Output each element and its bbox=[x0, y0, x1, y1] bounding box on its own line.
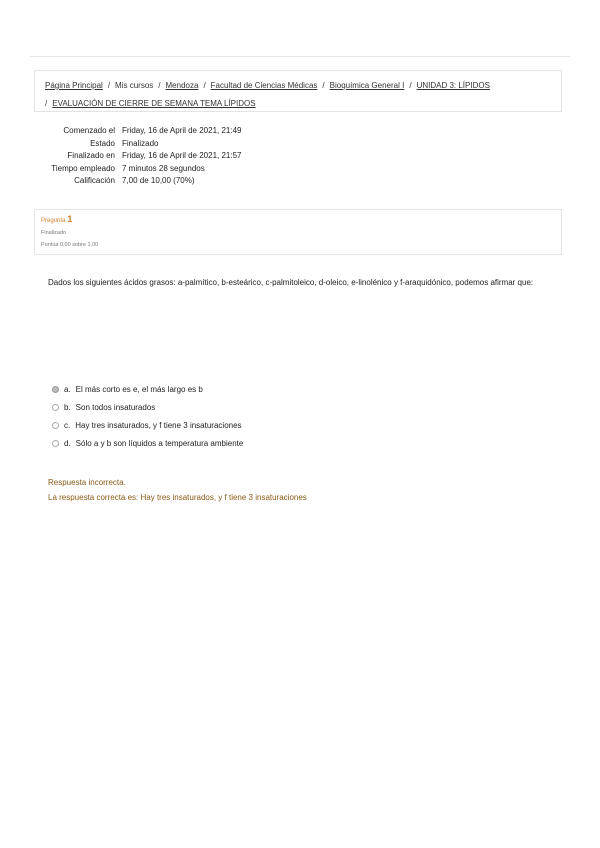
breadcrumb-mendoza-link[interactable]: Mendoza bbox=[165, 81, 199, 90]
question-grade: Puntúa 0,00 sobre 1,00 bbox=[41, 242, 99, 248]
attempt-summary bbox=[40, 125, 242, 188]
top-divider bbox=[30, 56, 570, 57]
answer-letter: c. bbox=[64, 420, 71, 430]
question-info-box bbox=[34, 209, 562, 255]
question-text: Dados los siguientes ácidos grasos: a-palmítico, b-esteárico, c-palmitoleico, d-oleico, e-linolénico y f-araquidónico, podemos afirmar que: bbox=[48, 278, 534, 287]
summary-row-grade bbox=[40, 175, 242, 188]
answer-text: Son todos insaturados bbox=[75, 402, 156, 412]
question-number-value: 1 bbox=[67, 214, 73, 224]
summary-label: Tiempo empleado bbox=[51, 163, 115, 173]
answer-option-a[interactable] bbox=[52, 380, 243, 398]
summary-label: Comenzado el bbox=[63, 126, 115, 135]
summary-label: Estado bbox=[90, 138, 115, 148]
summary-value: 7 minutos 28 segundos bbox=[122, 163, 205, 173]
answer-options bbox=[52, 380, 243, 452]
breadcrumb-faculty-link[interactable]: Facultad de Ciencias Médicas bbox=[210, 81, 318, 90]
summary-row-finished bbox=[40, 150, 242, 163]
correct-answer-text: La respuesta correcta es: Hay tres insaturados, y f tiene 3 insaturaciones bbox=[48, 493, 307, 502]
feedback-incorrect: Respuesta incorrecta. bbox=[48, 478, 126, 487]
breadcrumb-unit-link[interactable]: UNIDAD 3: LÍPIDOS bbox=[416, 81, 490, 90]
breadcrumb-my-courses: Mis cursos bbox=[115, 81, 154, 90]
radio-icon[interactable] bbox=[52, 440, 59, 447]
summary-label: Finalizado en bbox=[67, 151, 115, 160]
answer-letter: a. bbox=[64, 384, 71, 394]
radio-icon[interactable] bbox=[52, 422, 59, 429]
question-state: Finalizado bbox=[41, 230, 67, 236]
radio-checked-icon[interactable] bbox=[52, 386, 59, 393]
summary-label: Calificación bbox=[74, 176, 115, 185]
answer-letter: b. bbox=[64, 402, 71, 412]
answer-option-b[interactable] bbox=[52, 398, 243, 416]
question-number bbox=[41, 214, 72, 224]
summary-value: 7,00 de 10,00 (70%) bbox=[122, 176, 195, 185]
summary-value: Friday, 16 de April de 2021, 21:57 bbox=[122, 151, 242, 160]
answer-option-d[interactable] bbox=[52, 434, 243, 452]
breadcrumb: Página Principal / Mis cursos / Mendoza / Facultad de Ciencias Médicas / Bioquímica General I / UNIDAD 3: LÍPIDOS / EVALUACIÓN DE CIERRE DE SEMANA TEMA LÍPIDOS bbox=[34, 70, 562, 112]
answer-text: Hay tres insaturados, y f tiene 3 insaturaciones bbox=[75, 420, 242, 430]
summary-row-time bbox=[40, 163, 242, 176]
answer-letter: d. bbox=[64, 438, 71, 448]
summary-row-started bbox=[40, 125, 242, 138]
breadcrumb-quiz-link[interactable]: EVALUACIÓN DE CIERRE DE SEMANA TEMA LÍPIDOS bbox=[52, 99, 256, 108]
radio-icon[interactable] bbox=[52, 404, 59, 411]
summary-value: Friday, 16 de April de 2021, 21:49 bbox=[122, 126, 242, 135]
breadcrumb-course-link[interactable]: Bioquímica General I bbox=[329, 81, 405, 90]
question-label: Pregunta bbox=[41, 218, 66, 224]
answer-text: Sólo a y b son líquidos a temperatura ambiente bbox=[75, 438, 244, 448]
summary-value: Finalizado bbox=[122, 138, 159, 148]
answer-option-c[interactable] bbox=[52, 416, 243, 434]
summary-row-state bbox=[40, 138, 242, 151]
answer-text: El más corto es e, el más largo es b bbox=[75, 384, 203, 394]
breadcrumb-home-link[interactable]: Página Principal bbox=[45, 81, 103, 90]
